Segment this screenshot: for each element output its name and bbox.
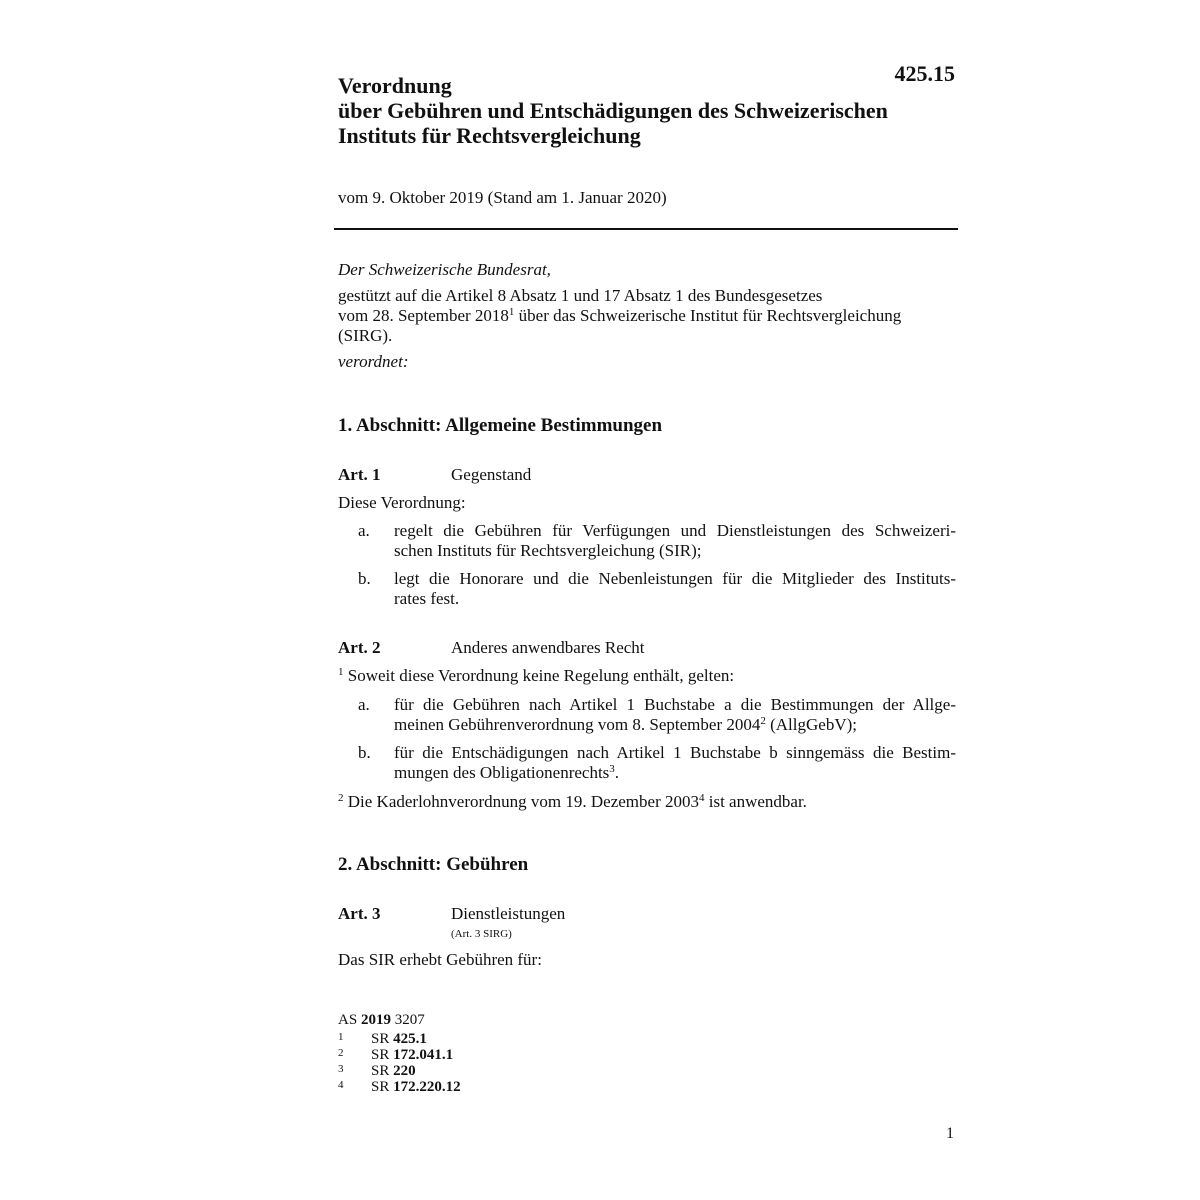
footnote-number: 3 — [338, 1063, 344, 1075]
paragraph-number: 1 — [338, 666, 344, 678]
as-reference — [338, 1011, 425, 1029]
page-number: 1 — [946, 1125, 954, 1142]
article-number-1: Art. 1 — [338, 465, 381, 484]
title-line: Instituts für Rechtsvergleichung — [338, 123, 641, 148]
as-year: 2019 — [360, 1012, 391, 1028]
preamble-basis-line: gestützt auf die Artikel 8 Absatz 1 und 17 Absatz 1 des Bundesgesetzes — [338, 286, 823, 305]
list-letter-b: b. — [358, 743, 371, 762]
list-item-text — [394, 521, 956, 561]
article-paragraph-1 — [338, 666, 734, 686]
preamble-decree: verordnet: — [338, 352, 409, 371]
footnote-number: 1 — [338, 1031, 344, 1043]
list-item-line: für die Entschädigungen nach Artikel 1 Buchstabe b sinngemäss die Bestim- — [394, 743, 956, 762]
article-title-2: Anderes anwendbares Recht — [451, 638, 645, 657]
sr-number: 425.15 — [894, 61, 955, 86]
section-heading-1: 1. Abschnitt: Allgemeine Bestimmungen — [338, 415, 663, 436]
preamble-basis-text: über das Schweizerische Institut für Rechtsvergleichung — [514, 306, 902, 325]
preamble-basis-text: vom 28. September 2018 — [338, 306, 509, 325]
header-divider — [334, 228, 958, 230]
article-intro-1: Diese Verordnung: — [338, 493, 466, 512]
list-letter-b: b. — [358, 569, 371, 588]
article-paragraph-2 — [338, 792, 807, 812]
article-number-2: Art. 2 — [338, 638, 381, 657]
paragraph-number: 2 — [338, 792, 344, 804]
preamble-basis-line: (SIRG). — [338, 326, 393, 345]
list-item-text-part: mungen des Obligationenrechts — [394, 763, 610, 782]
article-title-3: Dienstleistungen — [451, 904, 566, 923]
list-item-line: rates fest. — [394, 589, 460, 608]
footnote-number: 4 — [338, 1079, 344, 1091]
paragraph-text: Die Kaderlohnverordnung vom 19. Dezember 2003 — [343, 792, 699, 811]
list-item-text-part: meinen Gebührenverordnung vom 8. September 2004 — [394, 715, 761, 734]
footnote-text — [371, 1063, 416, 1079]
footnote-prefix: SR — [371, 1031, 394, 1047]
footnote-sr-link[interactable]: 172.041.1 — [393, 1047, 454, 1063]
list-item-line — [394, 715, 956, 735]
footnote-sr-link[interactable]: 220 — [393, 1063, 416, 1079]
footnote-text — [371, 1047, 453, 1063]
footnote-prefix: SR — [371, 1047, 394, 1063]
as-prefix: AS — [338, 1012, 361, 1028]
footnote-prefix: SR — [371, 1063, 394, 1079]
article-number-3: Art. 3 — [338, 904, 381, 923]
footnote-text — [371, 1031, 427, 1047]
article-intro-3: Das SIR erhebt Gebühren für: — [338, 950, 542, 969]
paragraph-text: ist anwendbar. — [704, 792, 807, 811]
as-page: 3207 — [390, 1012, 425, 1028]
footnote-sr-link[interactable]: 172.220.12 — [393, 1079, 461, 1095]
footnote-number: 2 — [338, 1047, 344, 1059]
list-item-line — [394, 763, 956, 783]
footnote-ref-1[interactable]: 1 — [508, 306, 515, 318]
footnote-ref-4[interactable]: 4 — [698, 792, 705, 804]
title-line: Verordnung — [338, 73, 452, 98]
list-letter-a: a. — [358, 695, 370, 714]
list-item-text — [394, 569, 956, 609]
footnote-prefix: SR — [371, 1079, 394, 1095]
document-title — [338, 73, 978, 148]
list-item-text-part: (AllgGebV); — [765, 715, 857, 734]
paragraph-text: Soweit diese Verordnung keine Regelung enthält, gelten: — [343, 666, 735, 685]
footnote-ref-2[interactable]: 2 — [760, 715, 766, 727]
footnote-ref-3[interactable]: 3 — [609, 763, 615, 775]
list-item-line: schen Instituts für Rechtsvergleichung (SIR); — [394, 541, 702, 560]
list-item-line: regelt die Gebühren für Verfügungen und Dienstleistungen des Schweizeri- — [394, 521, 956, 540]
list-item-text — [394, 695, 956, 735]
section-heading-2: 2. Abschnitt: Gebühren — [338, 854, 529, 875]
list-item-line: für die Gebühren nach Artikel 1 Buchstabe a die Bestimmungen der Allge- — [394, 695, 956, 714]
list-item-text — [394, 743, 956, 783]
list-letter-a: a. — [358, 521, 370, 540]
title-line: über Gebühren und Entschädigungen des Schweizerischen — [338, 98, 888, 123]
article-reference-3: (Art. 3 SIRG) — [451, 928, 512, 940]
list-item-line: legt die Honorare und die Nebenleistungen für die Mitglieder des Instituts- — [394, 569, 956, 588]
preamble-basis-line — [338, 306, 901, 326]
article-title-1: Gegenstand — [451, 465, 532, 484]
footnote-text — [371, 1079, 461, 1095]
date-line: vom 9. Oktober 2019 (Stand am 1. Januar 2020) — [338, 188, 667, 207]
list-item-text-part: . — [614, 763, 620, 782]
footnote-sr-link[interactable]: 425.1 — [393, 1031, 427, 1047]
preamble-authority: Der Schweizerische Bundesrat, — [338, 260, 551, 279]
